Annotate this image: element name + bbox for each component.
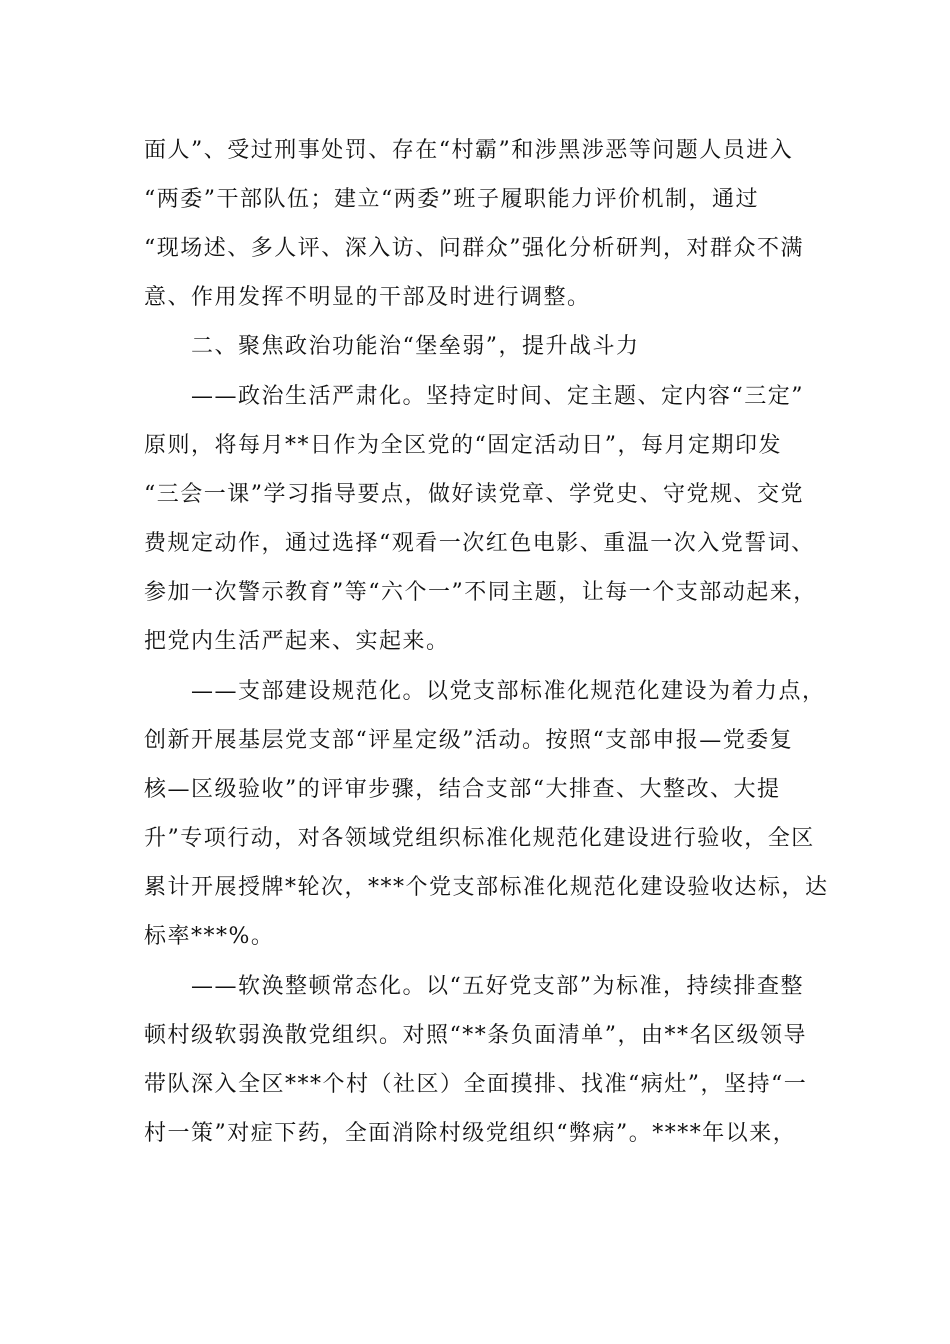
text-line-11: 把党内生活严起来、实起来。 [144, 629, 450, 654]
text-line-17: 标率***%。 [144, 924, 275, 949]
text-line-19: 顿村级软弱涣散党组织。对照“**条负面清单”，由**名区级领导 [144, 1023, 807, 1048]
text-line-7: 原则，将每月**日作为全区党的“固定活动日”，每月定期印发 [144, 433, 782, 458]
text-line-15: 升”专项行动，对各领域党组织标准化规范化建设进行验收，全区 [144, 826, 815, 851]
text-line-2: “两委”干部队伍；建立“两委”班子履职能力评价机制，通过 [144, 187, 759, 212]
text-line-4: 意、作用发挥不明显的干部及时进行调整。 [144, 285, 591, 310]
text-line-8: “三会一课”学习指导要点，做好读党章、学党史、守党规、交党 [144, 482, 804, 507]
text-line-21: 村一策”对症下药，全面消除村级党组织“弊病”。****年以来， [144, 1121, 797, 1146]
text-line-6: ——政治生活严肃化。坚持定时间、定主题、定内容“三定” [191, 384, 804, 409]
text-line-16: 累计开展授牌*轮次，***个党支部标准化规范化建设验收达标，达 [144, 875, 829, 900]
text-line-13: 创新开展基层党支部“评星定级”活动。按照“支部申报—党委复 [144, 728, 794, 753]
text-line-1: 面人”、受过刑事处罚、存在“村霸”和涉黑涉恶等问题人员进入 [144, 138, 794, 163]
text-line-10: 参加一次警示教育”等“六个一”不同主题，让每一个支部动起来， [144, 580, 817, 605]
text-line-20: 带队深入全区***个村（社区）全面摸排、找准“病灶”，坚持“一 [144, 1072, 808, 1097]
text-line-12: ——支部建设规范化。以党支部标准化规范化建设为着力点， [191, 679, 826, 704]
text-line-3: “现场述、多人评、深入访、问群众”强化分析研判，对群众不满 [144, 236, 804, 261]
text-line-14: 核—区级验收”的评审步骤，结合支部“大排查、大整改、大提 [144, 777, 781, 802]
section-heading: 二、聚焦政治功能治“堡垒弱”，提升战斗力 [191, 334, 640, 359]
text-line-9: 费规定动作，通过选择“观看一次红色电影、重温一次入党誓词、 [144, 531, 815, 556]
text-line-18: ——软涣整顿常态化。以“五好党支部”为标准，持续排查整 [191, 974, 804, 999]
